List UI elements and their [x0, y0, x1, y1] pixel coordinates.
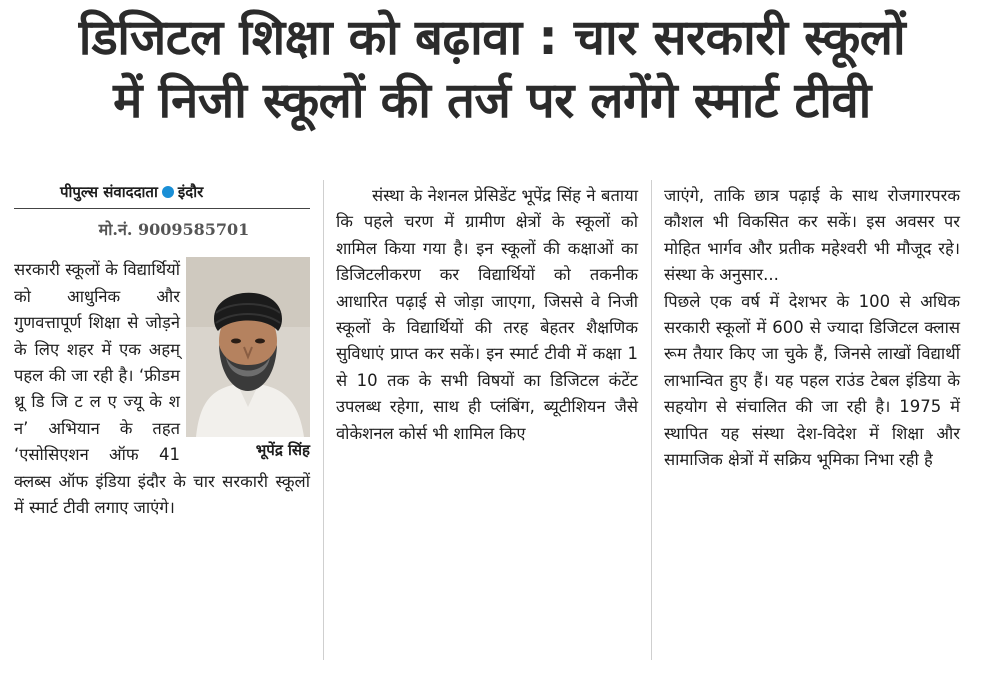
headline-line-2: में निजी स्कूलों की तर्ज पर लगेंगे स्मार्ट टीवी: [113, 72, 871, 129]
column-2: [336, 183, 638, 447]
reporter-phone: मो.नं. 9009585701: [98, 220, 250, 239]
column-1: [14, 180, 310, 521]
column-3: [664, 183, 960, 473]
headline-line-1: डिजिटल शिक्षा को बढ़ावा : चार सरकारी स्कूलों: [78, 9, 906, 66]
portrait-photo: [186, 257, 310, 437]
photo-caption: भूपेंद्र सिंह: [255, 441, 310, 460]
column-3-paragraph-1: जाएंगे, ताकि छात्र पढ़ाई के साथ रोजगारपरक कौशल भी विकसित कर सकें। इस अवसर पर मोहित भार्गव और प्रतीक महेश्वरी भी मौजूद रहे। संस्था के अनुसार...: [664, 186, 960, 285]
column-divider-1: [323, 180, 324, 660]
photo: [186, 257, 310, 465]
column-2-paragraph: संस्था के नेशनल प्रेसिडेंट भूपेंद्र सिंह ने बताया कि पहले चरण में ग्रामीण क्षेत्रों के स्कूलों को शामिल किया गया है। इन स्कूलों की कक्षाओं का डिजिटलीकरण कर विद्यार्थियों को तकनीक आधारित पढ़ाई से जोड़ा जाएगा, जिससे वे निजी स्कूलों के विद्यार्थियों की तरह बेहतर शैक्षणिक सुविधाएं प्राप्त कर सकें। इन स्मार्ट टीवी में कक्षा 1 से 10 तक के सभी विषयों का डिजिटल कंटेंट उपलब्ध रहेगा, साथ ही प्लंबिंग, ब्यूटीशियन जैसे वोकेशनल कोर्स भी शामिल किए: [336, 186, 638, 443]
dateline-city: इंदौर: [177, 183, 204, 201]
column-3-paragraph-2: पिछले एक वर्ष में देशभर के 100 से अधिक सरकारी स्कूलों में 600 से ज्यादा डिजिटल क्लास रूम तैयार किए जा चुके हैं, जिनसे लाखों विद्यार्थी लाभान्वित हुए हैं। यह पहल राउंड टेबल इंडिया के सहयोग से संचालित की जा रही है। 1975 में स्थापित यह संस्था देश-विदेश में शिक्षा और सामाजिक क्षेत्रों में सक्रिय भूमिका निभा रही है: [664, 291, 960, 470]
portrait-illustration: [186, 257, 310, 437]
headline: [0, 6, 984, 132]
byline: [14, 180, 310, 209]
bullet-dot-icon: [162, 186, 174, 198]
column-divider-2: [651, 180, 652, 660]
reporter-name: पीपुल्स संवाददाता: [60, 183, 158, 201]
column-1-paragraph: सरकारी स्कूलों के विद्यार्थियों को आधुनिक और गुणवत्तापूर्ण शिक्षा से जोड़ने के लिए शहर में एक अहम् पहल की जा रही है। ‘फ्रीडम थ्रू डि जि ट ल ए ज्यू के श न’ अभियान के तहत ‘एसोसिएशन ऑफ 41 क्लब्स ऑफ इंडिया इंदौर के चार सरकारी स्कूलों में स्मार्ट टीवी लगाए जाएंगे।: [14, 260, 310, 518]
